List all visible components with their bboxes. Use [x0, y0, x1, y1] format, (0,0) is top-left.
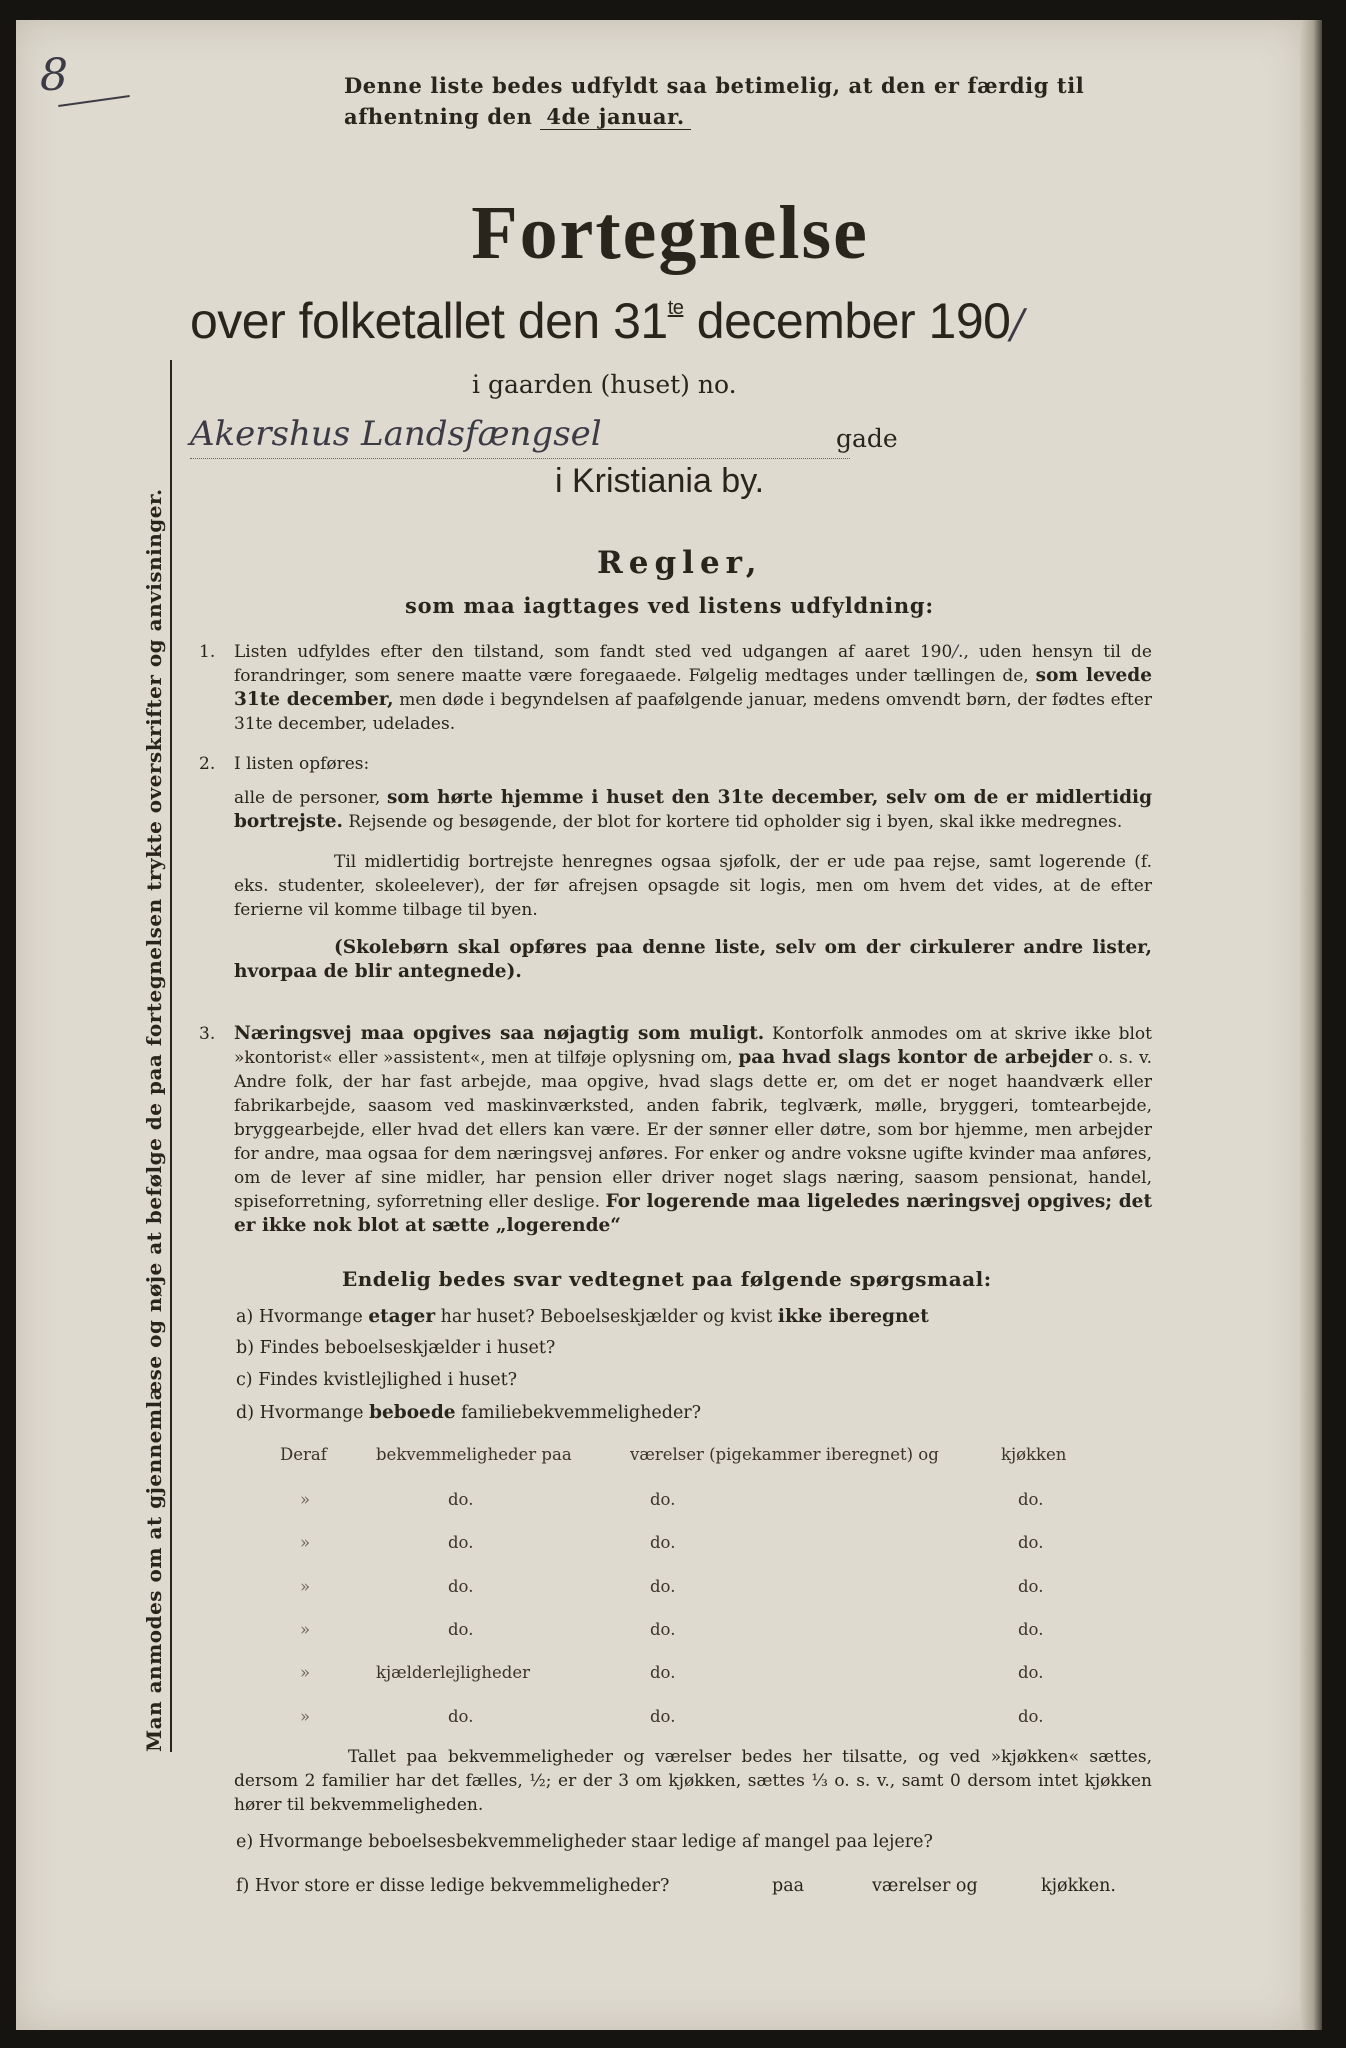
table-row-vaerelser: do. [650, 1577, 676, 1596]
rule-3 [199, 1022, 1152, 1238]
table-row-vaerelser: do. [650, 1490, 676, 1509]
rule-3-number: 3. [199, 1024, 216, 1044]
rule-3-bold-2: paa hvad slags kontor de arbejder [738, 1047, 1093, 1068]
rule-3-bold-1: Næringsvej maa opgives saa nøjagtig som muligt. [234, 1023, 765, 1044]
table-header-bekv: bekvemmeligheder paa [376, 1445, 572, 1464]
table-row-kjokken: do. [1018, 1620, 1044, 1639]
table-row-vaerelser: do. [650, 1620, 676, 1639]
table-row-vaerelser: do. [650, 1533, 676, 1552]
question-a-mid: har huset? Beboelseskjælder og kvist [440, 1307, 773, 1327]
table-row-label: do. [448, 1533, 474, 1552]
rule-1-text-b: ., uden hensyn til de forandringer, som senere maatte være foregaaede. Følgelig medtages under tællingen de, [234, 642, 1152, 686]
table-header-vaer: værelser (pigekammer iberegnet) og [630, 1445, 939, 1464]
intro-text [344, 70, 1164, 132]
rule-2-number: 2. [199, 754, 216, 774]
street-field: Akershus Landsfængsel [190, 414, 850, 459]
handwritten-page-number: 8 [40, 50, 68, 101]
rule-1-number: 1. [199, 642, 216, 662]
page-edge [1300, 20, 1322, 2030]
table-row-label: do. [448, 1490, 474, 1509]
house-number-label: i gaarden (huset) no. [472, 370, 737, 399]
table-row-mark: » [300, 1663, 311, 1682]
table-row-mark: » [300, 1577, 311, 1596]
rule-2 [199, 752, 1153, 984]
table-header-kjok: kjøkken [1001, 1445, 1067, 1464]
question-a [236, 1306, 929, 1327]
intro-line-2-prefix: afhentning den [344, 104, 533, 129]
sidebar-rule [170, 360, 172, 1752]
table-row-kjokken: do. [1018, 1707, 1044, 1726]
question-b: b) Findes beboelseskjælder i huset? [236, 1338, 556, 1358]
table-row-kjokken: do. [1018, 1663, 1044, 1682]
question-f: f) Hvor store er disse ledige bekvemmeligheder? [236, 1876, 670, 1896]
questions-heading: Endelig bedes svar vedtegnet paa følgende spørgsmaal: [342, 1267, 992, 1291]
rule-2-text-b: Rejsende og besøgende, der blot for kortere tid opholder sig i byen, skal ikke medregnes. [348, 812, 1123, 832]
page-subtitle [190, 292, 1150, 350]
table-row-label: do. [448, 1577, 474, 1596]
rules-heading: Regler, [597, 545, 763, 581]
handwritten-year-digit: / [1010, 302, 1024, 348]
question-a-pre: a) Hvormange [236, 1307, 363, 1327]
question-f-paa: paa [772, 1876, 805, 1896]
table-row-label: do. [448, 1707, 474, 1726]
intro-line-1: Denne liste bedes udfyldt saa betimelig, at den er færdig til [344, 73, 1085, 98]
rule-1-text-a: Listen udfyldes efter den tilstand, som fandt sted ved udgangen af aaret 190 [234, 642, 953, 662]
rule-1-text-c: men døde i begyndelsen af paafølgende januar, medens omvendt børn, der fødtes efter 31te december, udelades. [234, 690, 1153, 734]
rules-subheading: som maa iagttages ved listens udfyldning: [405, 593, 934, 618]
rule-2-paragraph-3: (Skolebørn skal opføres paa denne liste, selv om der cirkulerer andre lister, hvorpaa de blir antegnede). [234, 937, 1152, 982]
table-row-mark: » [300, 1533, 311, 1552]
rule-2-text-a: alle de personer, [234, 788, 381, 808]
question-f-kjok: kjøkken. [1041, 1876, 1116, 1896]
subtitle-sup: te [667, 297, 684, 319]
question-d-post: familiebekvemmeligheder? [461, 1403, 702, 1423]
rule-3-bold-3: For logerende maa ligeledes næringsvej opgives; det er ikke nok blot at sætte „logerende“ [234, 1191, 1152, 1236]
table-row-mark: » [300, 1490, 311, 1509]
rule-3-text-a: Kontorfolk anmodes om at skrive ikke blot »kontorist« eller »assistent«, men at tilføje oplysning om, [234, 1024, 1152, 1068]
table-row-kjokken: do. [1018, 1533, 1044, 1552]
subtitle-pre: over folketallet den 31 [190, 293, 668, 349]
subtitle-post: december 190 [683, 293, 1011, 349]
question-e: e) Hvormange beboelsesbekvemmeligheder staar ledige af mangel paa lejere? [236, 1832, 933, 1852]
table-note-text: Tallet paa bekvemmeligheder og værelser bedes her tilsatte, og ved »kjøkken« sættes, dersom 2 familier har det fælles, ½; er der 3 om kjøkken, sættes ⅓ o. s. v., samt 0 dersom intet kjøkken hører til bekvemmeligheden. [234, 1747, 1152, 1815]
question-f-vaer: værelser og [872, 1876, 978, 1896]
city-label: i Kristiania by. [555, 462, 765, 500]
question-c: c) Findes kvistlejlighed i huset? [236, 1370, 518, 1390]
table-row-vaerelser: do. [650, 1707, 676, 1726]
question-d-bold: beboede [369, 1402, 456, 1423]
page-title: Fortegnelse [471, 191, 869, 275]
rule-1 [199, 640, 1153, 736]
table-row-mark: » [300, 1620, 311, 1639]
table-row-kjokken: do. [1018, 1577, 1044, 1596]
question-a-bold-2: ikke iberegnet [777, 1306, 929, 1327]
rule-1-bold: som levede 31te december, [234, 665, 1153, 710]
table-row-label: kjælderlejligheder [376, 1663, 530, 1682]
rule-2-intro: I listen opføres: [234, 754, 370, 774]
table-row-label: do. [448, 1620, 474, 1639]
table-row-kjokken: do. [1018, 1490, 1044, 1509]
street-label: gade [836, 424, 898, 453]
question-d [236, 1402, 701, 1423]
pickup-date: 4de januar. [540, 104, 690, 130]
table-header-deraf: Deraf [280, 1445, 327, 1464]
question-d-pre: d) Hvormange [236, 1403, 364, 1423]
rule-2-paragraph-2: Til midlertidig bortrejste henregnes ogsaa sjøfolk, der er ude paa rejse, samt logerende (f. eks. studenter, skoleelever), der før afrejsen opsagde sit logis, men om hvem det vides, at de efter ferierne vil komme tilbage til byen. [234, 852, 1152, 920]
question-a-bold-1: etager [368, 1306, 436, 1327]
table-note [204, 1745, 1152, 1817]
rule-2-bold: som hørte hjemme i huset den 31te december, selv om de er midlertidig bortrejste. [234, 787, 1153, 832]
rule-3-text-b: o. s. v. Andre folk, der har fast arbejde, maa opgive, hvad slags dette er, om det er noget haandværk eller fabrikarbejde, saasom ved maskinværksted, anden fabrik, teglværk, mølle, bryggeri, tomtearbejde, bryggearbejde, eller hvad det ellers kan være. Er der sønner eller døtre, som bor hjemme, men arbejder for andre, maa ogsaa for dem næringsvej anføres. For enker og andre voksne ugifte kvinder maa anføres, om de lever af sine midler, har pension eller driver noget slags næring, saasom pensionat, handel, spiseforretning, syforretning eller deslige. [234, 1048, 1152, 1212]
table-row-mark: » [300, 1707, 311, 1726]
handwritten-rule-year: / [952, 642, 959, 662]
table-row-vaerelser: do. [650, 1663, 676, 1682]
sidebar-instruction: Man anmodes om at gjennemlæse og nøje at befølge de paa fortegnelsen trykte overskrifter og anvisninger. [142, 488, 166, 1752]
